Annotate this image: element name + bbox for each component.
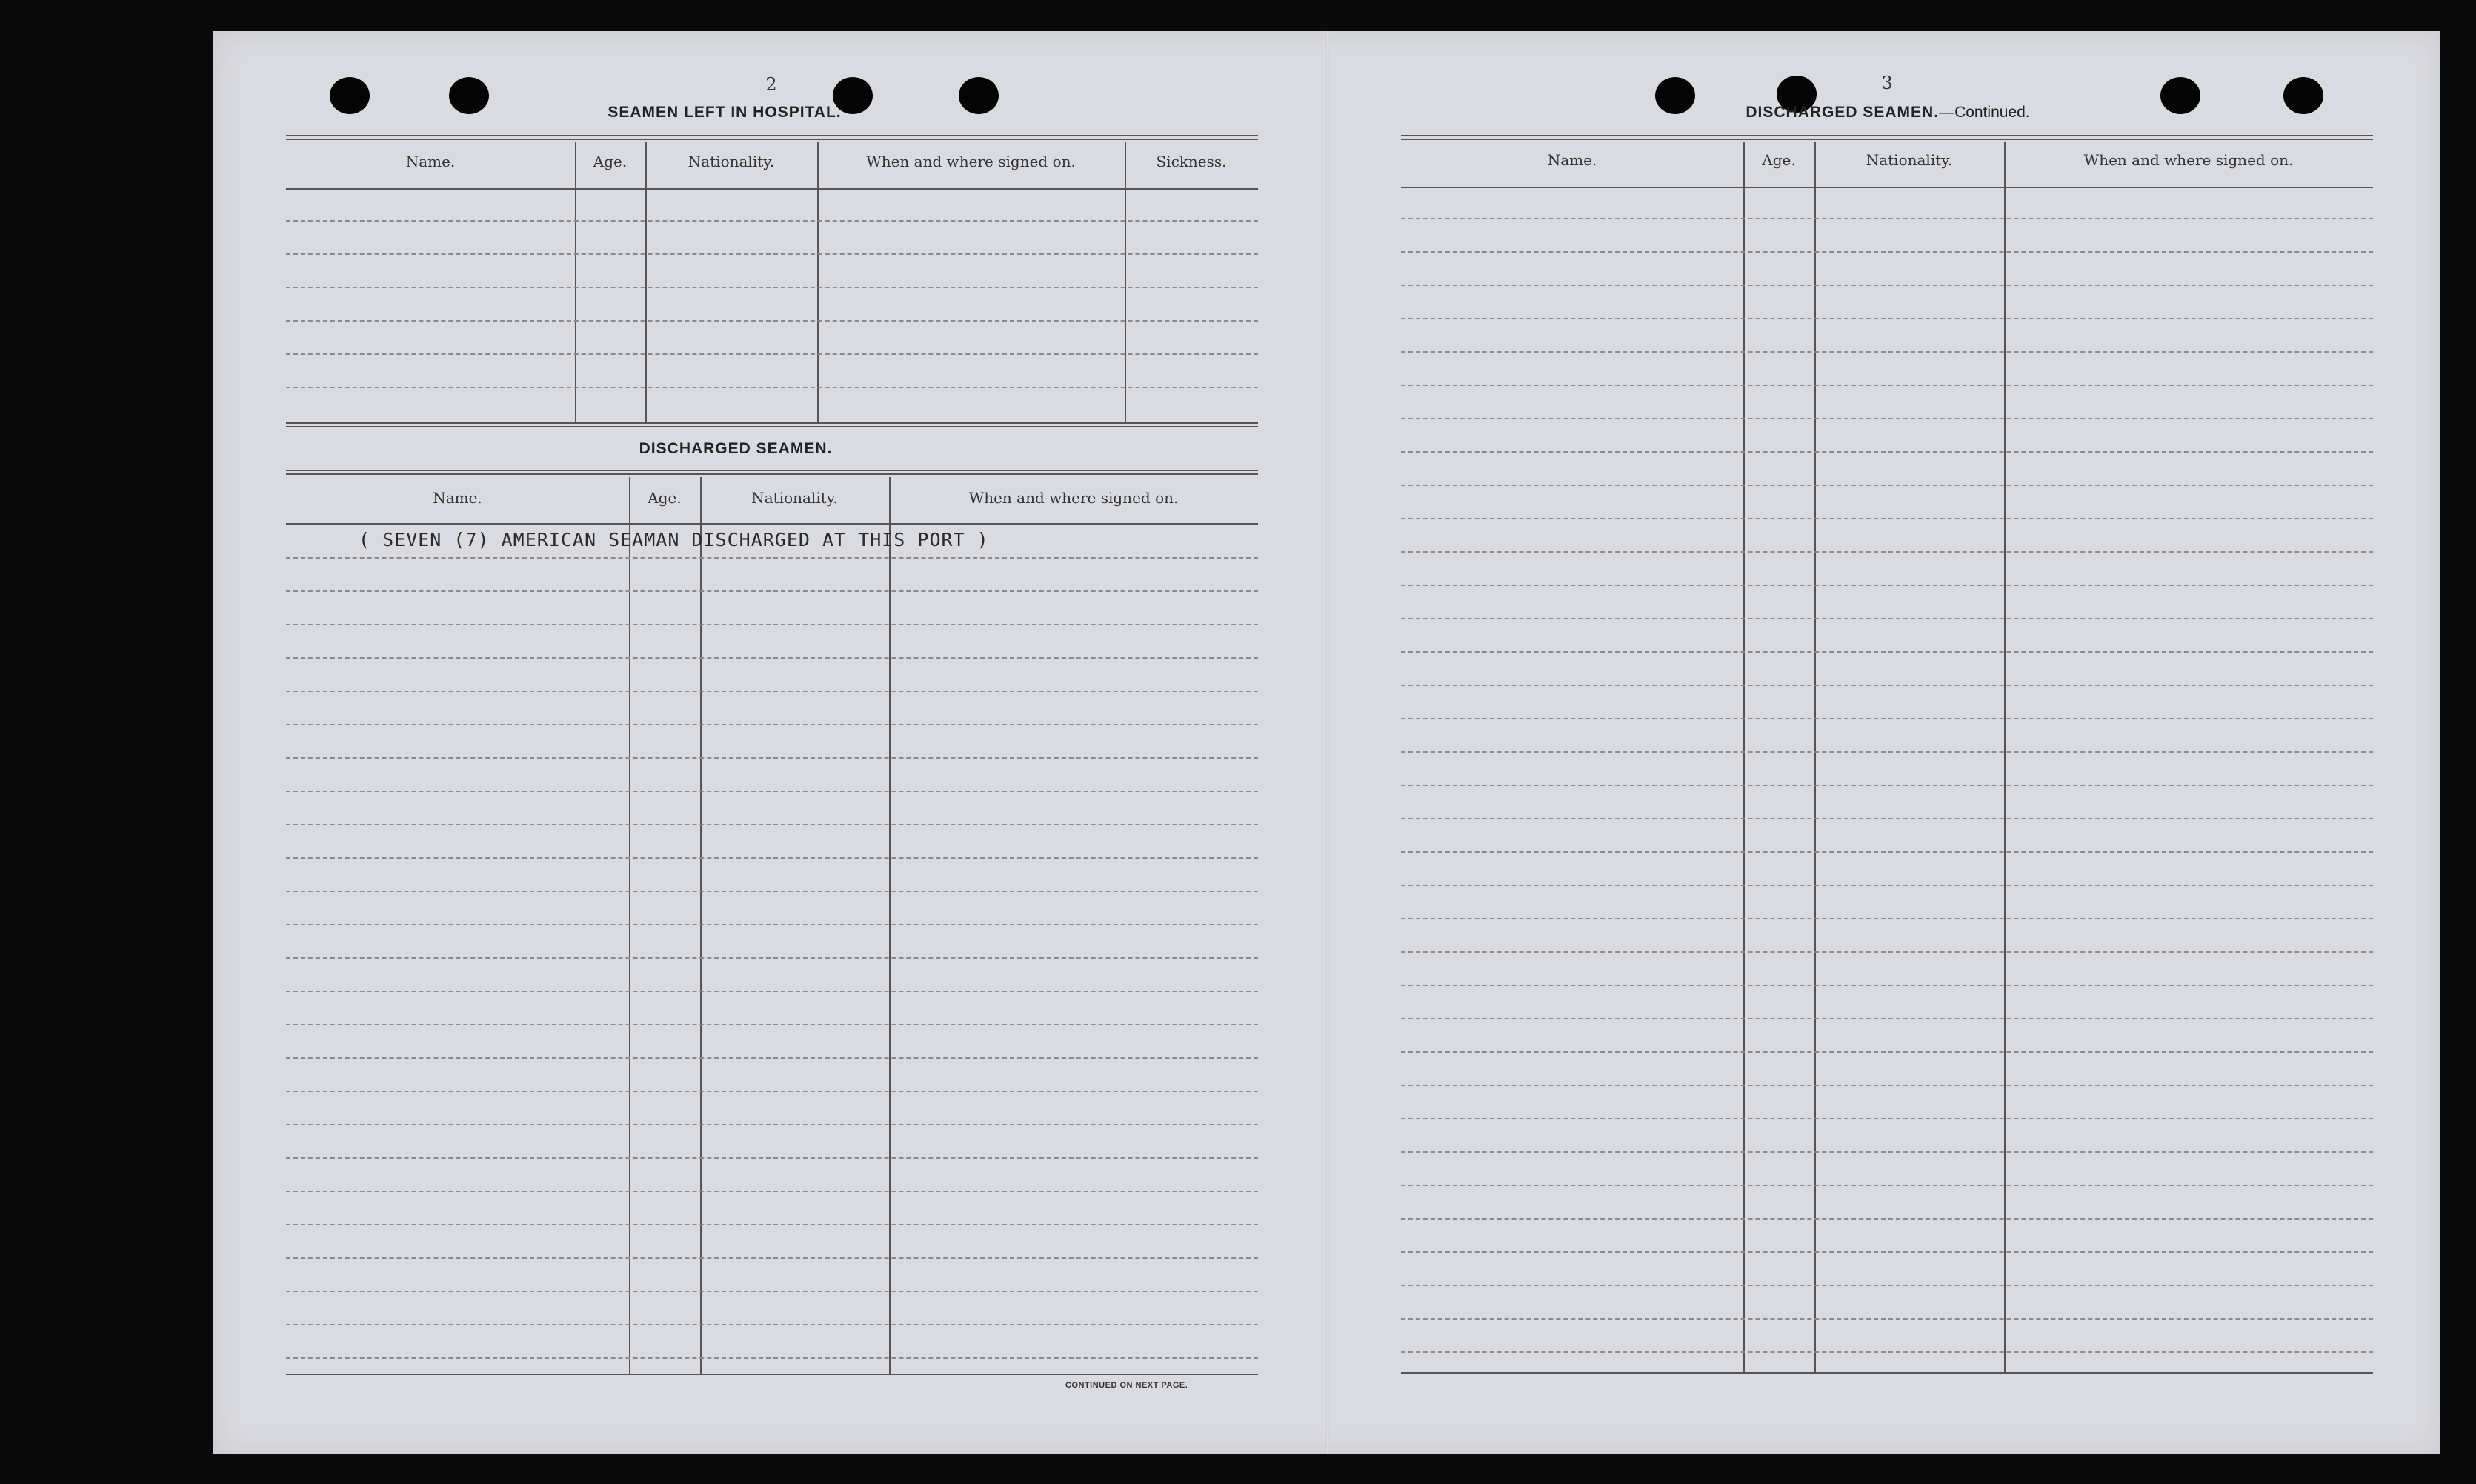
column-header-name: Name. — [433, 489, 482, 507]
entry-line — [1401, 1318, 2373, 1320]
entry-line — [1401, 1185, 2373, 1186]
entry-line — [286, 1191, 1258, 1192]
punch-hole — [1655, 77, 1695, 114]
entry-line — [286, 624, 1258, 625]
entry-line — [1401, 1285, 2373, 1286]
entry-line — [1401, 885, 2373, 886]
punch-hole — [330, 77, 370, 114]
entry-line — [286, 691, 1258, 692]
entry-line — [286, 220, 1258, 222]
entry-line — [1401, 985, 2373, 986]
typed-entry: ( SEVEN (7) AMERICAN SEAMAN DISCHARGED AT THIS PORT ) — [359, 529, 989, 550]
column-header-name: Name. — [1547, 151, 1597, 169]
entry-line — [1401, 1018, 2373, 1019]
hospital-section-title: SEAMEN LEFT IN HOSPITAL. — [608, 104, 842, 121]
entry-line — [1401, 751, 2373, 753]
entry-line — [286, 320, 1258, 322]
entry-line — [1401, 451, 2373, 453]
punch-hole — [959, 77, 999, 114]
entry-line — [1401, 651, 2373, 653]
entry-line — [286, 1324, 1258, 1325]
entry-line — [1401, 385, 2373, 386]
page-number: 2 — [765, 74, 777, 95]
entry-line — [1401, 251, 2373, 253]
entry-line — [286, 1057, 1258, 1059]
entry-line — [286, 657, 1258, 659]
column-header-nationality: Nationality. — [688, 153, 775, 170]
entry-line — [1401, 351, 2373, 353]
table-bottom-rule — [1401, 1372, 2373, 1374]
column-divider — [575, 142, 576, 424]
header-double-rule — [286, 135, 1258, 140]
entry-line — [1401, 618, 2373, 619]
column-divider — [889, 477, 891, 1374]
column-header-age: Age. — [648, 489, 682, 507]
entry-line — [1401, 518, 2373, 519]
entry-line — [286, 253, 1258, 255]
discharged-section-title: DISCHARGED SEAMEN. — [639, 440, 833, 457]
column-header-rule — [286, 523, 1258, 525]
entry-line — [1401, 1118, 2373, 1119]
entry-line — [286, 791, 1258, 792]
entry-line — [1401, 218, 2373, 219]
entry-line — [1401, 1251, 2373, 1253]
entry-line — [286, 1291, 1258, 1292]
entry-line — [286, 590, 1258, 592]
entry-line — [1401, 1085, 2373, 1086]
column-divider — [629, 477, 630, 1374]
entry-line — [286, 1224, 1258, 1225]
entry-line — [1401, 418, 2373, 419]
entry-line — [286, 287, 1258, 288]
header-double-rule — [1401, 135, 2373, 140]
column-header-name: Name. — [405, 153, 456, 170]
column-header-signed-on: When and where signed on. — [2083, 151, 2294, 169]
column-divider — [645, 142, 647, 424]
column-header-sickness: Sickness. — [1156, 153, 1227, 170]
entry-line — [286, 757, 1258, 759]
column-header-nationality: Nationality. — [751, 489, 838, 507]
column-header-age: Age. — [1762, 151, 1796, 169]
column-divider — [700, 477, 702, 1374]
entry-line — [286, 1157, 1258, 1159]
entry-line — [1401, 785, 2373, 786]
entry-line — [286, 1357, 1258, 1359]
entry-line — [286, 991, 1258, 992]
entry-line — [1401, 585, 2373, 586]
entry-line — [286, 353, 1258, 355]
entry-line — [1401, 851, 2373, 853]
entry-line — [1401, 818, 2373, 819]
entry-line — [286, 1091, 1258, 1092]
entry-line — [1401, 485, 2373, 486]
column-divider — [1125, 142, 1126, 424]
column-header-signed-on: When and where signed on. — [866, 153, 1076, 170]
table-bottom-rule — [286, 1374, 1258, 1375]
punch-hole — [2160, 77, 2200, 114]
header-double-rule — [286, 470, 1258, 475]
entry-line — [286, 824, 1258, 825]
column-divider — [817, 142, 819, 424]
entry-line — [1401, 685, 2373, 686]
column-header-rule — [1401, 187, 2373, 188]
column-header-nationality: Nationality. — [1866, 151, 1953, 169]
section-double-rule — [286, 422, 1258, 427]
entry-line — [286, 1024, 1258, 1025]
entry-line — [1401, 1151, 2373, 1153]
continued-note: CONTINUED ON NEXT PAGE. — [1065, 1381, 1188, 1390]
entry-line — [286, 957, 1258, 959]
column-divider — [2004, 142, 2006, 1372]
entry-line — [1401, 918, 2373, 919]
document-spread — [213, 31, 2440, 1454]
entry-line — [1401, 285, 2373, 286]
entry-line — [286, 724, 1258, 725]
entry-line — [1401, 1051, 2373, 1053]
column-header-age: Age. — [593, 153, 628, 170]
center-fold — [1326, 31, 1329, 1454]
entry-line — [286, 924, 1258, 925]
entry-line — [1401, 551, 2373, 553]
entry-line — [1401, 1218, 2373, 1220]
entry-line — [286, 1124, 1258, 1125]
column-divider — [1814, 142, 1816, 1372]
entry-line — [286, 557, 1258, 559]
entry-line — [1401, 718, 2373, 719]
entry-line — [286, 891, 1258, 892]
punch-hole — [2283, 77, 2323, 114]
entry-line — [286, 857, 1258, 859]
title-main: DISCHARGED SEAMEN. — [1745, 104, 1940, 121]
column-divider — [1743, 142, 1745, 1372]
column-header-rule — [286, 188, 1258, 190]
entry-line — [1401, 1351, 2373, 1353]
entry-line — [286, 1257, 1258, 1259]
page-number: 3 — [1881, 73, 1893, 93]
discharged-continued-title — [1725, 104, 2051, 122]
entry-line — [286, 387, 1258, 388]
punch-hole — [449, 77, 489, 114]
title-suffix: —Continued. — [1939, 104, 2030, 121]
entry-line — [1401, 318, 2373, 319]
entry-line — [1401, 951, 2373, 953]
column-header-signed-on: When and where signed on. — [968, 489, 1179, 507]
